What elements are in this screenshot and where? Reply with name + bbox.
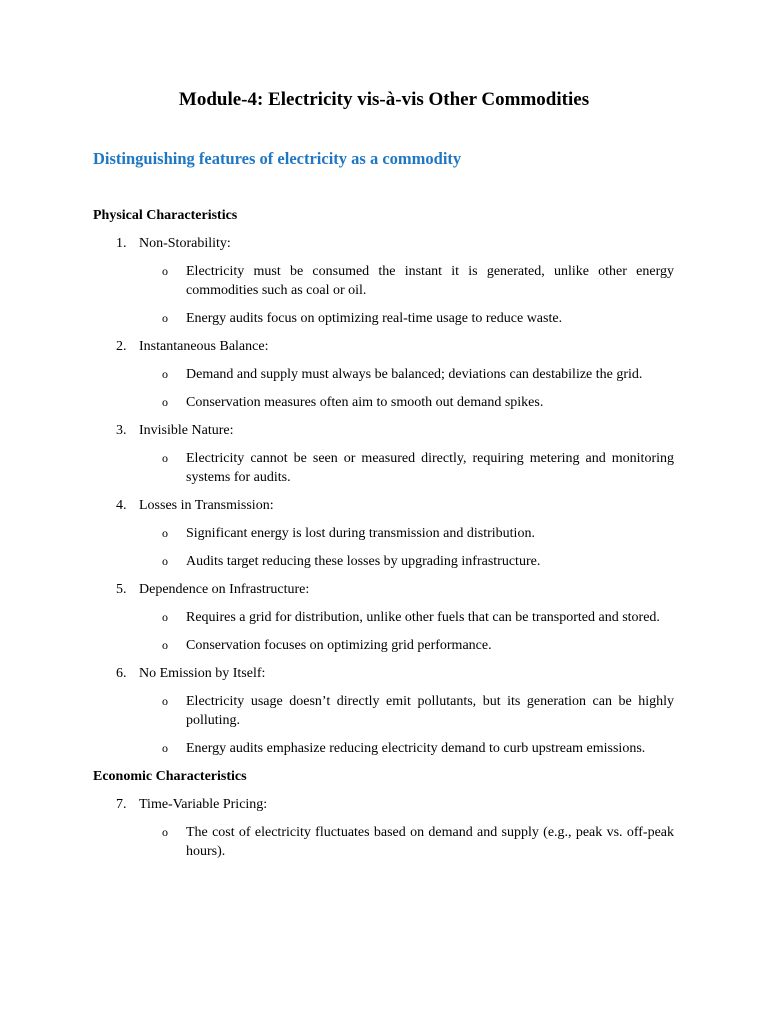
bullet-text: Conservation focuses on optimizing grid performance. xyxy=(186,638,492,653)
item-number: 5. xyxy=(116,582,127,597)
bullet-list xyxy=(93,823,674,861)
numbered-item xyxy=(93,496,674,515)
bullet-text: Demand and supply must always be balanced; deviations can destabilize the grid. xyxy=(186,367,643,382)
bullet-marker: o xyxy=(162,825,168,839)
bullet-text: Electricity must be consumed the instant it is generated, unlike other energy commodities such as coal or oil. xyxy=(186,264,674,298)
bullet-text: Conservation measures often aim to smooth out demand spikes. xyxy=(186,395,544,410)
item-number: 6. xyxy=(116,666,127,681)
bullet-marker: o xyxy=(162,367,168,381)
bullet-text: The cost of electricity fluctuates based on demand and supply (e.g., peak vs. off-peak hours). xyxy=(186,825,674,859)
document-body xyxy=(93,206,674,861)
bullet-marker: o xyxy=(162,451,168,465)
bullet-marker: o xyxy=(162,638,168,652)
bullet-list xyxy=(93,365,674,412)
bullet-text: Energy audits focus on optimizing real-time usage to reduce waste. xyxy=(186,311,563,326)
bullet-marker: o xyxy=(162,311,168,325)
bullet-item xyxy=(93,262,674,300)
bullet-item xyxy=(93,449,674,487)
numbered-item xyxy=(93,234,674,253)
item-number: 3. xyxy=(116,423,127,438)
bullet-marker: o xyxy=(162,395,168,409)
bullet-marker: o xyxy=(162,264,168,278)
numbered-item xyxy=(93,337,674,356)
bullet-item xyxy=(93,636,674,655)
item-number: 1. xyxy=(116,236,127,251)
item-label: Instantaneous Balance: xyxy=(139,339,269,354)
group-heading: Economic Characteristics xyxy=(93,769,247,784)
bullet-list xyxy=(93,449,674,487)
bullet-marker: o xyxy=(162,694,168,708)
bullet-item xyxy=(93,608,674,627)
bullet-item xyxy=(93,823,674,861)
bullet-text: Energy audits emphasize reducing electricity demand to curb upstream emissions. xyxy=(186,741,646,756)
bullet-text: Requires a grid for distribution, unlike other fuels that can be transported and stored. xyxy=(186,610,660,625)
bullet-item xyxy=(93,309,674,328)
item-number: 2. xyxy=(116,339,127,354)
item-label: Non-Storability: xyxy=(139,236,231,251)
bullet-text: Audits target reducing these losses by upgrading infrastructure. xyxy=(186,554,541,569)
item-number: 4. xyxy=(116,498,127,513)
bullet-list xyxy=(93,262,674,328)
bullet-item xyxy=(93,739,674,758)
item-label: Losses in Transmission: xyxy=(139,498,274,513)
bullet-item xyxy=(93,692,674,730)
item-number: 7. xyxy=(116,797,127,812)
numbered-item xyxy=(93,421,674,440)
item-label: Time-Variable Pricing: xyxy=(139,797,268,812)
bullet-marker: o xyxy=(162,526,168,540)
item-label: Dependence on Infrastructure: xyxy=(139,582,310,597)
bullet-marker: o xyxy=(162,610,168,624)
bullet-item xyxy=(93,393,674,412)
bullet-item xyxy=(93,552,674,571)
document-title: Module-4: Electricity vis-à-vis Other Commodities xyxy=(178,89,590,110)
numbered-item xyxy=(93,580,674,599)
item-label: Invisible Nature: xyxy=(139,423,234,438)
bullet-list xyxy=(93,608,674,655)
bullet-text: Electricity cannot be seen or measured directly, requiring metering and monitoring systems for audits. xyxy=(186,451,674,485)
bullet-text: Electricity usage doesn’t directly emit pollutants, but its generation can be highly polluting. xyxy=(186,694,674,728)
numbered-item xyxy=(93,664,674,683)
bullet-text: Significant energy is lost during transmission and distribution. xyxy=(186,526,535,541)
bullet-list xyxy=(93,524,674,571)
bullet-list xyxy=(93,692,674,758)
bullet-marker: o xyxy=(162,554,168,568)
bullet-item xyxy=(93,365,674,384)
section-heading: Distinguishing features of electricity as a commodity xyxy=(93,149,462,168)
bullet-item xyxy=(93,524,674,543)
numbered-item xyxy=(93,795,674,814)
bullet-marker: o xyxy=(162,741,168,755)
item-label: No Emission by Itself: xyxy=(139,666,266,681)
group-heading: Physical Characteristics xyxy=(93,208,238,223)
